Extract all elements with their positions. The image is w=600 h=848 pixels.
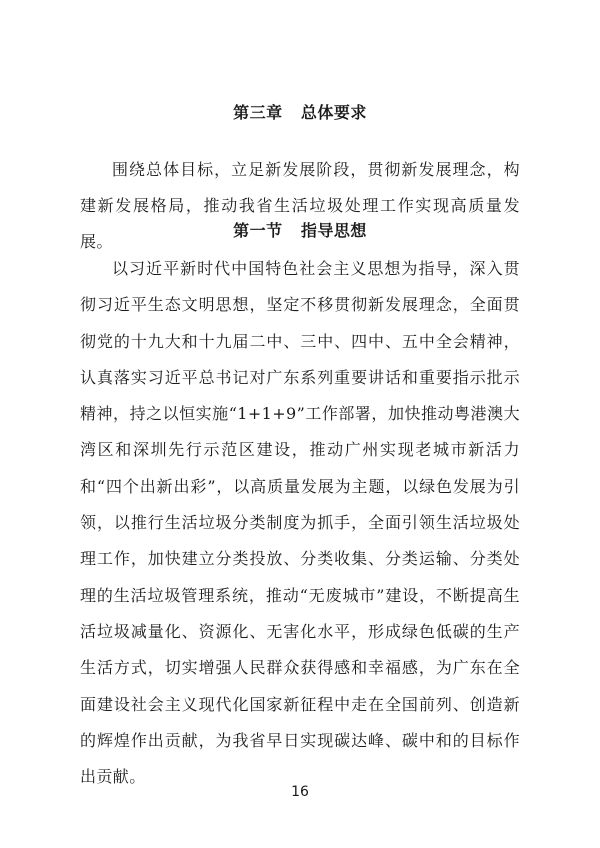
chapter-title: 第三章 总体要求 (233, 103, 367, 122)
section-title: 第一节 指导思想 (233, 221, 367, 240)
page-number: 16 (291, 784, 309, 800)
intro-paragraph: 围绕总体目标，立足新发展阶段，贯彻新发展理念，构建新发展格局，推动我省生活垃圾处理工作实现高质量发展。 (80, 160, 520, 251)
body-paragraph: 以习近平新时代中国特色社会主义思想为指导，深入贯彻习近平生态文明思想，坚定不移贯彻新发展理念，全面贯彻党的十九大和十九届二中、三中、四中、五中全会精神，认真落实习近平总书记对广东系列重要讲话和重要指示批示精神，持之以恒实施“1+1+9”工作部署，加快推动粤港澳大湾区和深圳先行示范区建设，推动广州实现老城市新活力和“四个出新出彩”，以高质量发展为主题，以绿色发展为引领，以推行生活垃圾分类制度为抓手，全面引领生活垃圾处理工作，加快建立分类投放、分类收集、分类运输、分类处理的生活垃圾管理系统，推动“无废城市”建设，不断提高生活垃圾减量化、资源化、无害化水平，形成绿色低碳的生产生活方式，切实增强人民群众获得感和幸福感，为广东在全面建设社会主义现代化国家新征程中走在全国前列、创造新的辉煌作出贡献，为我省早日实现碳达峰、碳中和的目标作出贡献。 (80, 259, 520, 787)
